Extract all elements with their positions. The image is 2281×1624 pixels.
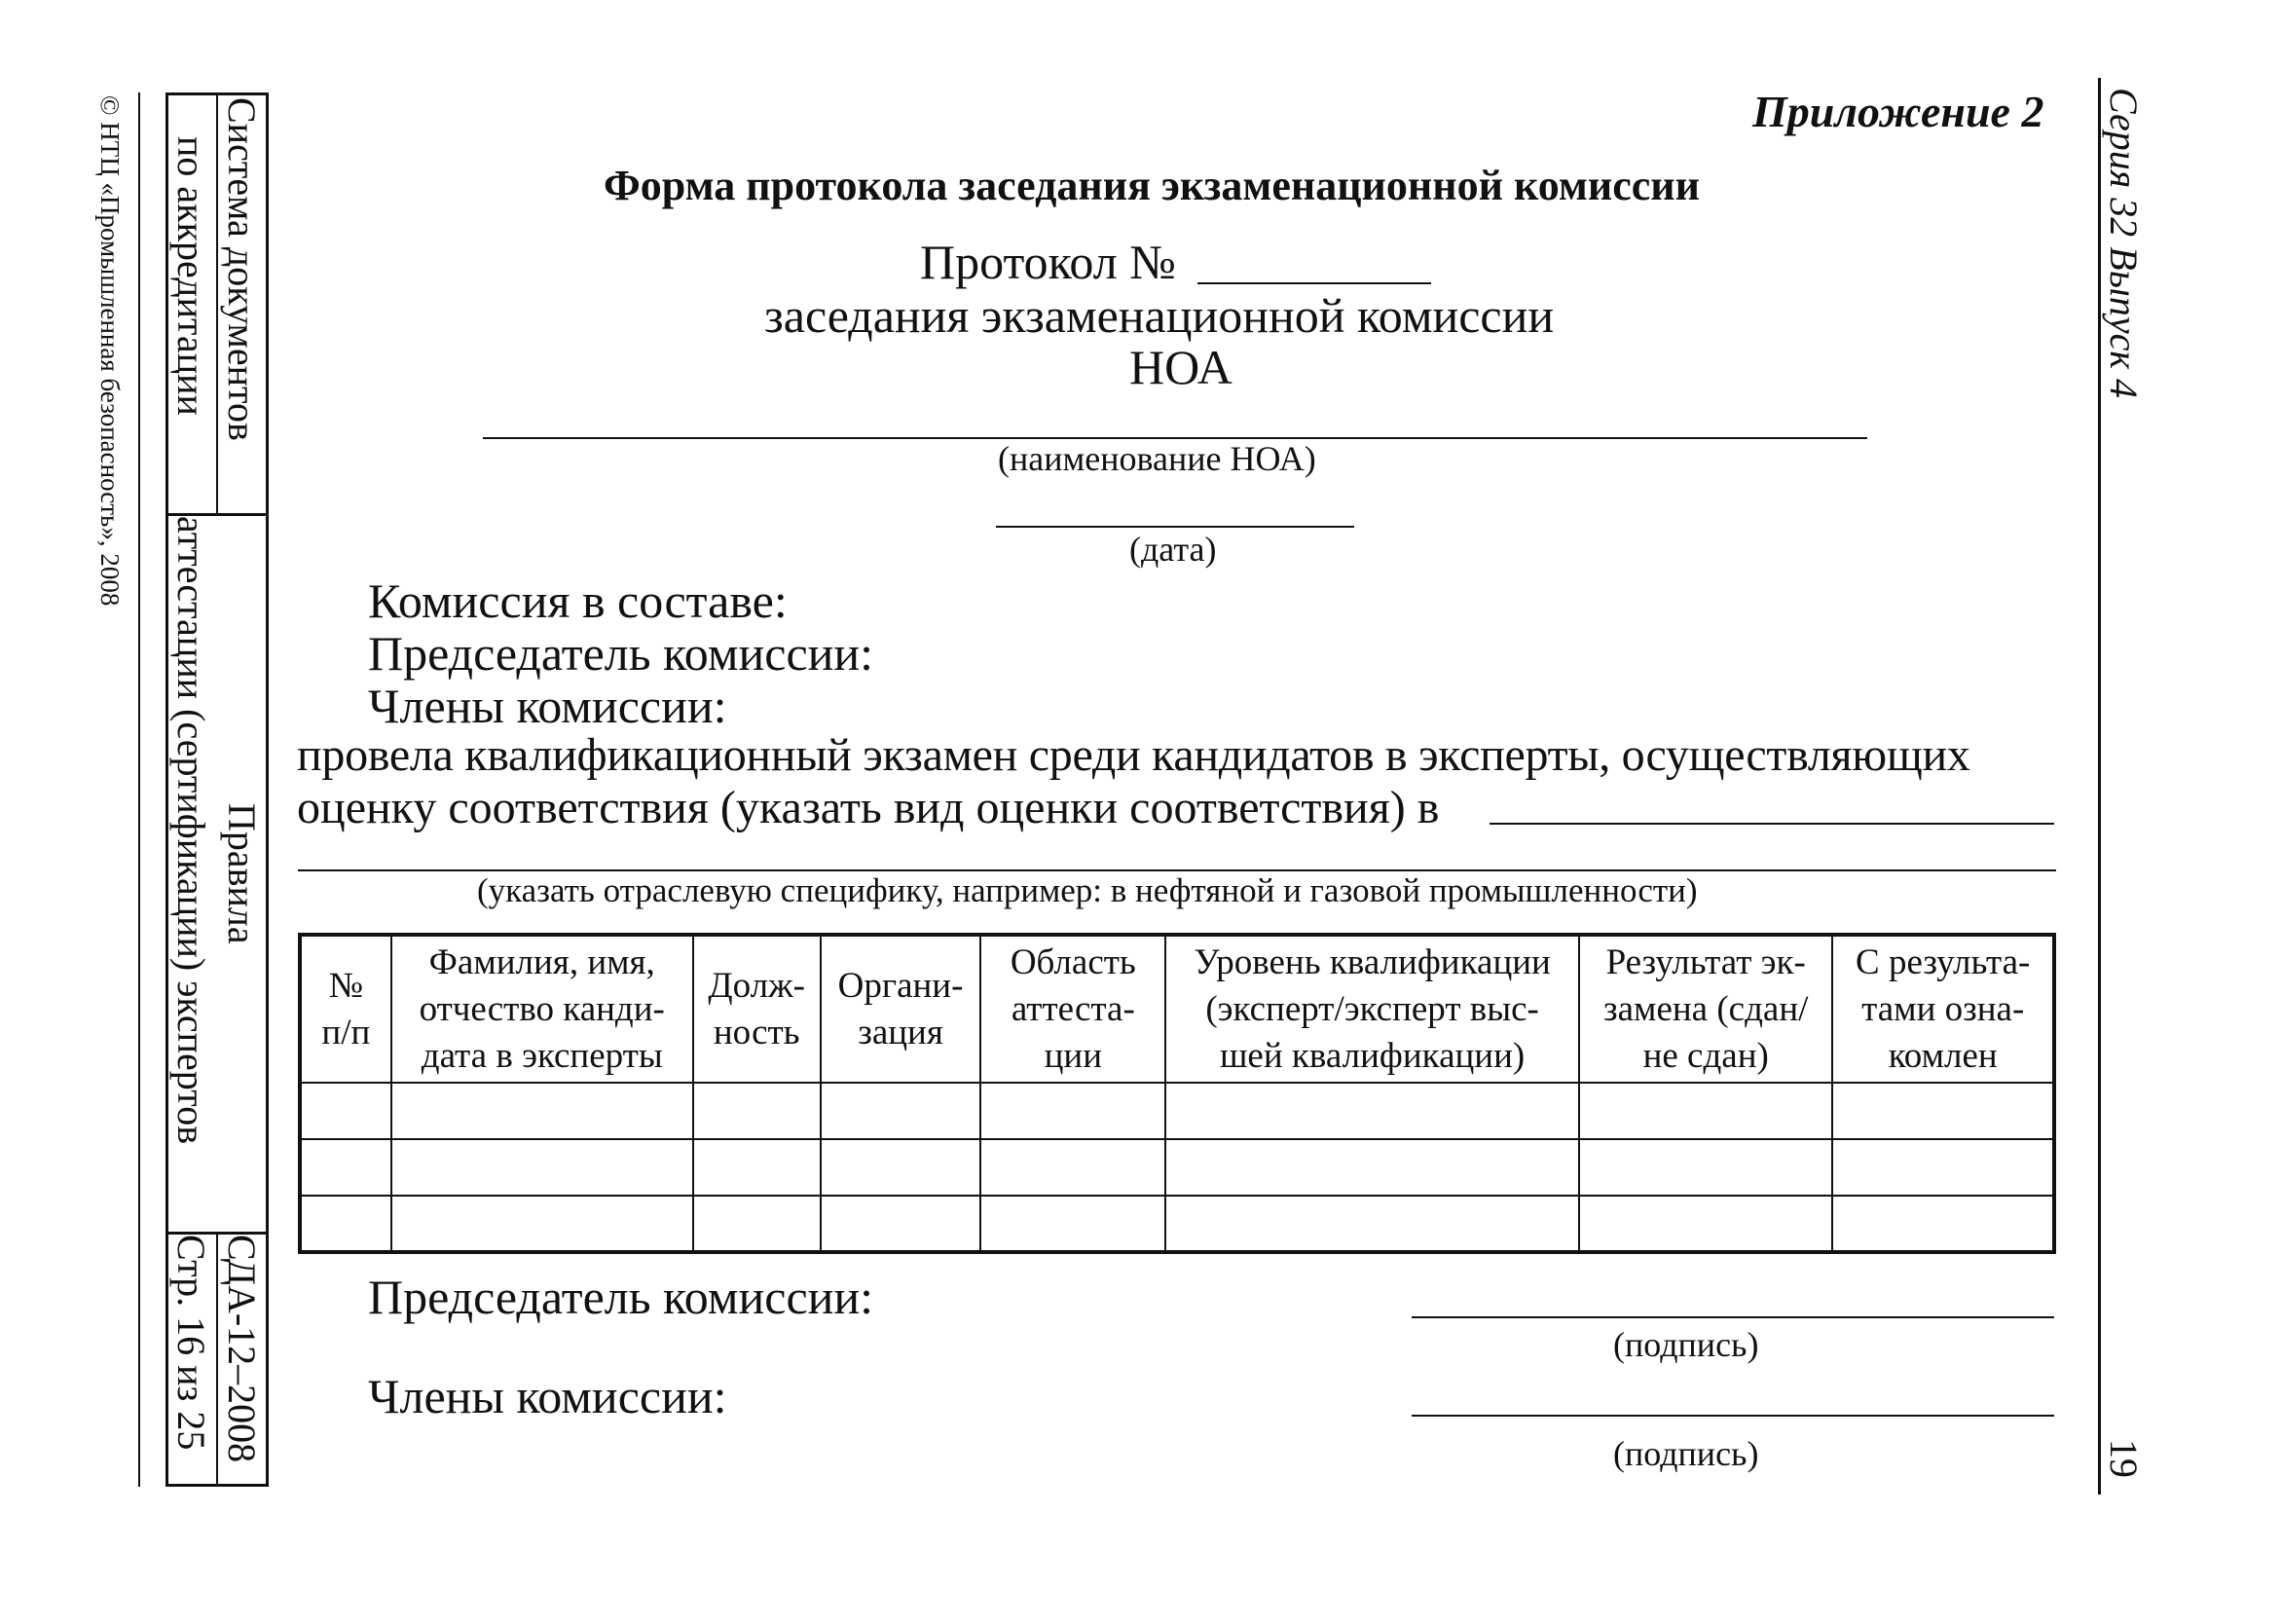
table-cell[interactable]: [1579, 1083, 1832, 1139]
system-title-line2: по аккредитации: [169, 136, 213, 416]
column-header-organization: Органи- зация: [821, 935, 981, 1083]
page-number: 19: [2102, 1439, 2146, 1478]
table-header-row: [300, 935, 2054, 1083]
date-caption: (дата): [1129, 530, 1217, 569]
stamp-divider: [216, 92, 218, 513]
industry-caption: (указать отраслевую специфику, например: в нефтяной и газовой промышленности): [477, 871, 1698, 909]
chairman-label: Председатель комиссии:: [368, 626, 874, 681]
table-cell[interactable]: [1579, 1196, 1832, 1252]
commission-label: Комиссия в составе:: [368, 573, 788, 628]
column-header-number: № п/п: [300, 935, 391, 1083]
table-cell[interactable]: [300, 1083, 391, 1139]
exam-results-table: [298, 933, 2056, 1254]
protocol-number-label: Протокол №: [920, 235, 1176, 289]
signature-caption: (подпись): [1613, 1434, 1759, 1473]
table-cell[interactable]: [391, 1139, 693, 1196]
table-row: [300, 1083, 2054, 1139]
table-cell[interactable]: [391, 1083, 693, 1139]
table-cell[interactable]: [821, 1196, 981, 1252]
table-cell[interactable]: [980, 1083, 1165, 1139]
table-cell[interactable]: [693, 1196, 821, 1252]
table-cell[interactable]: [1579, 1139, 1832, 1196]
table-cell[interactable]: [391, 1196, 693, 1252]
column-header-acknowledged: С результа- тами озна- комлен: [1832, 935, 2054, 1083]
copyright-text: © НТЦ «Промышленная безопасность», 2008: [95, 95, 125, 607]
members-signature-field[interactable]: [1412, 1415, 2054, 1417]
table-cell[interactable]: [821, 1083, 981, 1139]
body-text-line1: провела квалификационный экзамен среди кандидатов в эксперты, осуществляющих: [297, 729, 1970, 781]
assessment-type-field[interactable]: [1490, 823, 2054, 825]
table-cell[interactable]: [1832, 1083, 2054, 1139]
table-row: [300, 1196, 2054, 1252]
table-cell[interactable]: [693, 1139, 821, 1196]
table-cell[interactable]: [693, 1083, 821, 1139]
table-cell[interactable]: [1165, 1083, 1579, 1139]
noa-caption: (наименование НОА): [998, 439, 1316, 478]
protocol-noa: НОА: [1129, 340, 1232, 394]
table-cell[interactable]: [1165, 1196, 1579, 1252]
page-reference: Стр. 16 из 25: [169, 1235, 213, 1451]
date-field[interactable]: [996, 526, 1354, 528]
table-cell[interactable]: [300, 1196, 391, 1252]
system-title-line1: Система документов: [220, 97, 264, 441]
body-text-line2: оценку соответствия (указать вид оценки соответствия) в: [297, 782, 1440, 833]
table-row: [300, 1139, 2054, 1196]
table-cell[interactable]: [1832, 1139, 2054, 1196]
table-cell[interactable]: [300, 1139, 391, 1196]
table-cell[interactable]: [1832, 1196, 2054, 1252]
table-cell[interactable]: [1165, 1139, 1579, 1196]
series-label: Серия 32 Выпуск 4: [2102, 88, 2146, 399]
signature-members-label: Члены комиссии:: [368, 1369, 727, 1423]
column-header-qualification-level: Уровень квалификации (эксперт/эксперт выс- шей квалификации): [1165, 935, 1579, 1083]
column-header-attestation-area: Область аттеста- ции: [980, 935, 1165, 1083]
appendix-label: Приложение 2: [1752, 87, 2044, 136]
protocol-subtitle: заседания экзаменационной комиссии: [764, 288, 1555, 343]
column-header-full-name: Фамилия, имя, отчество канди- дата в эксперты: [391, 935, 693, 1083]
table-cell[interactable]: [980, 1196, 1165, 1252]
members-label: Члены комиссии:: [368, 679, 727, 733]
rules-subtitle: аттестации (сертификации) экспертов: [169, 516, 213, 1145]
signature-chairman-label: Председатель комиссии:: [368, 1270, 874, 1324]
chairman-signature-field[interactable]: [1412, 1316, 2054, 1318]
stamp-divider: [216, 1232, 218, 1487]
doc-code: СДА-12–2008: [220, 1235, 264, 1463]
form-title: Форма протокола заседания экзаменационной комиссии: [604, 162, 1700, 209]
table-cell[interactable]: [821, 1139, 981, 1196]
column-header-exam-result: Результат эк- замена (сдан/ не сдан): [1579, 935, 1832, 1083]
left-margin-rule: [138, 92, 140, 1487]
signature-caption: (подпись): [1613, 1325, 1759, 1364]
table-cell[interactable]: [980, 1139, 1165, 1196]
protocol-number-field[interactable]: [1197, 282, 1431, 284]
rules-title: Правила: [220, 803, 264, 944]
column-header-position: Долж- ность: [693, 935, 821, 1083]
